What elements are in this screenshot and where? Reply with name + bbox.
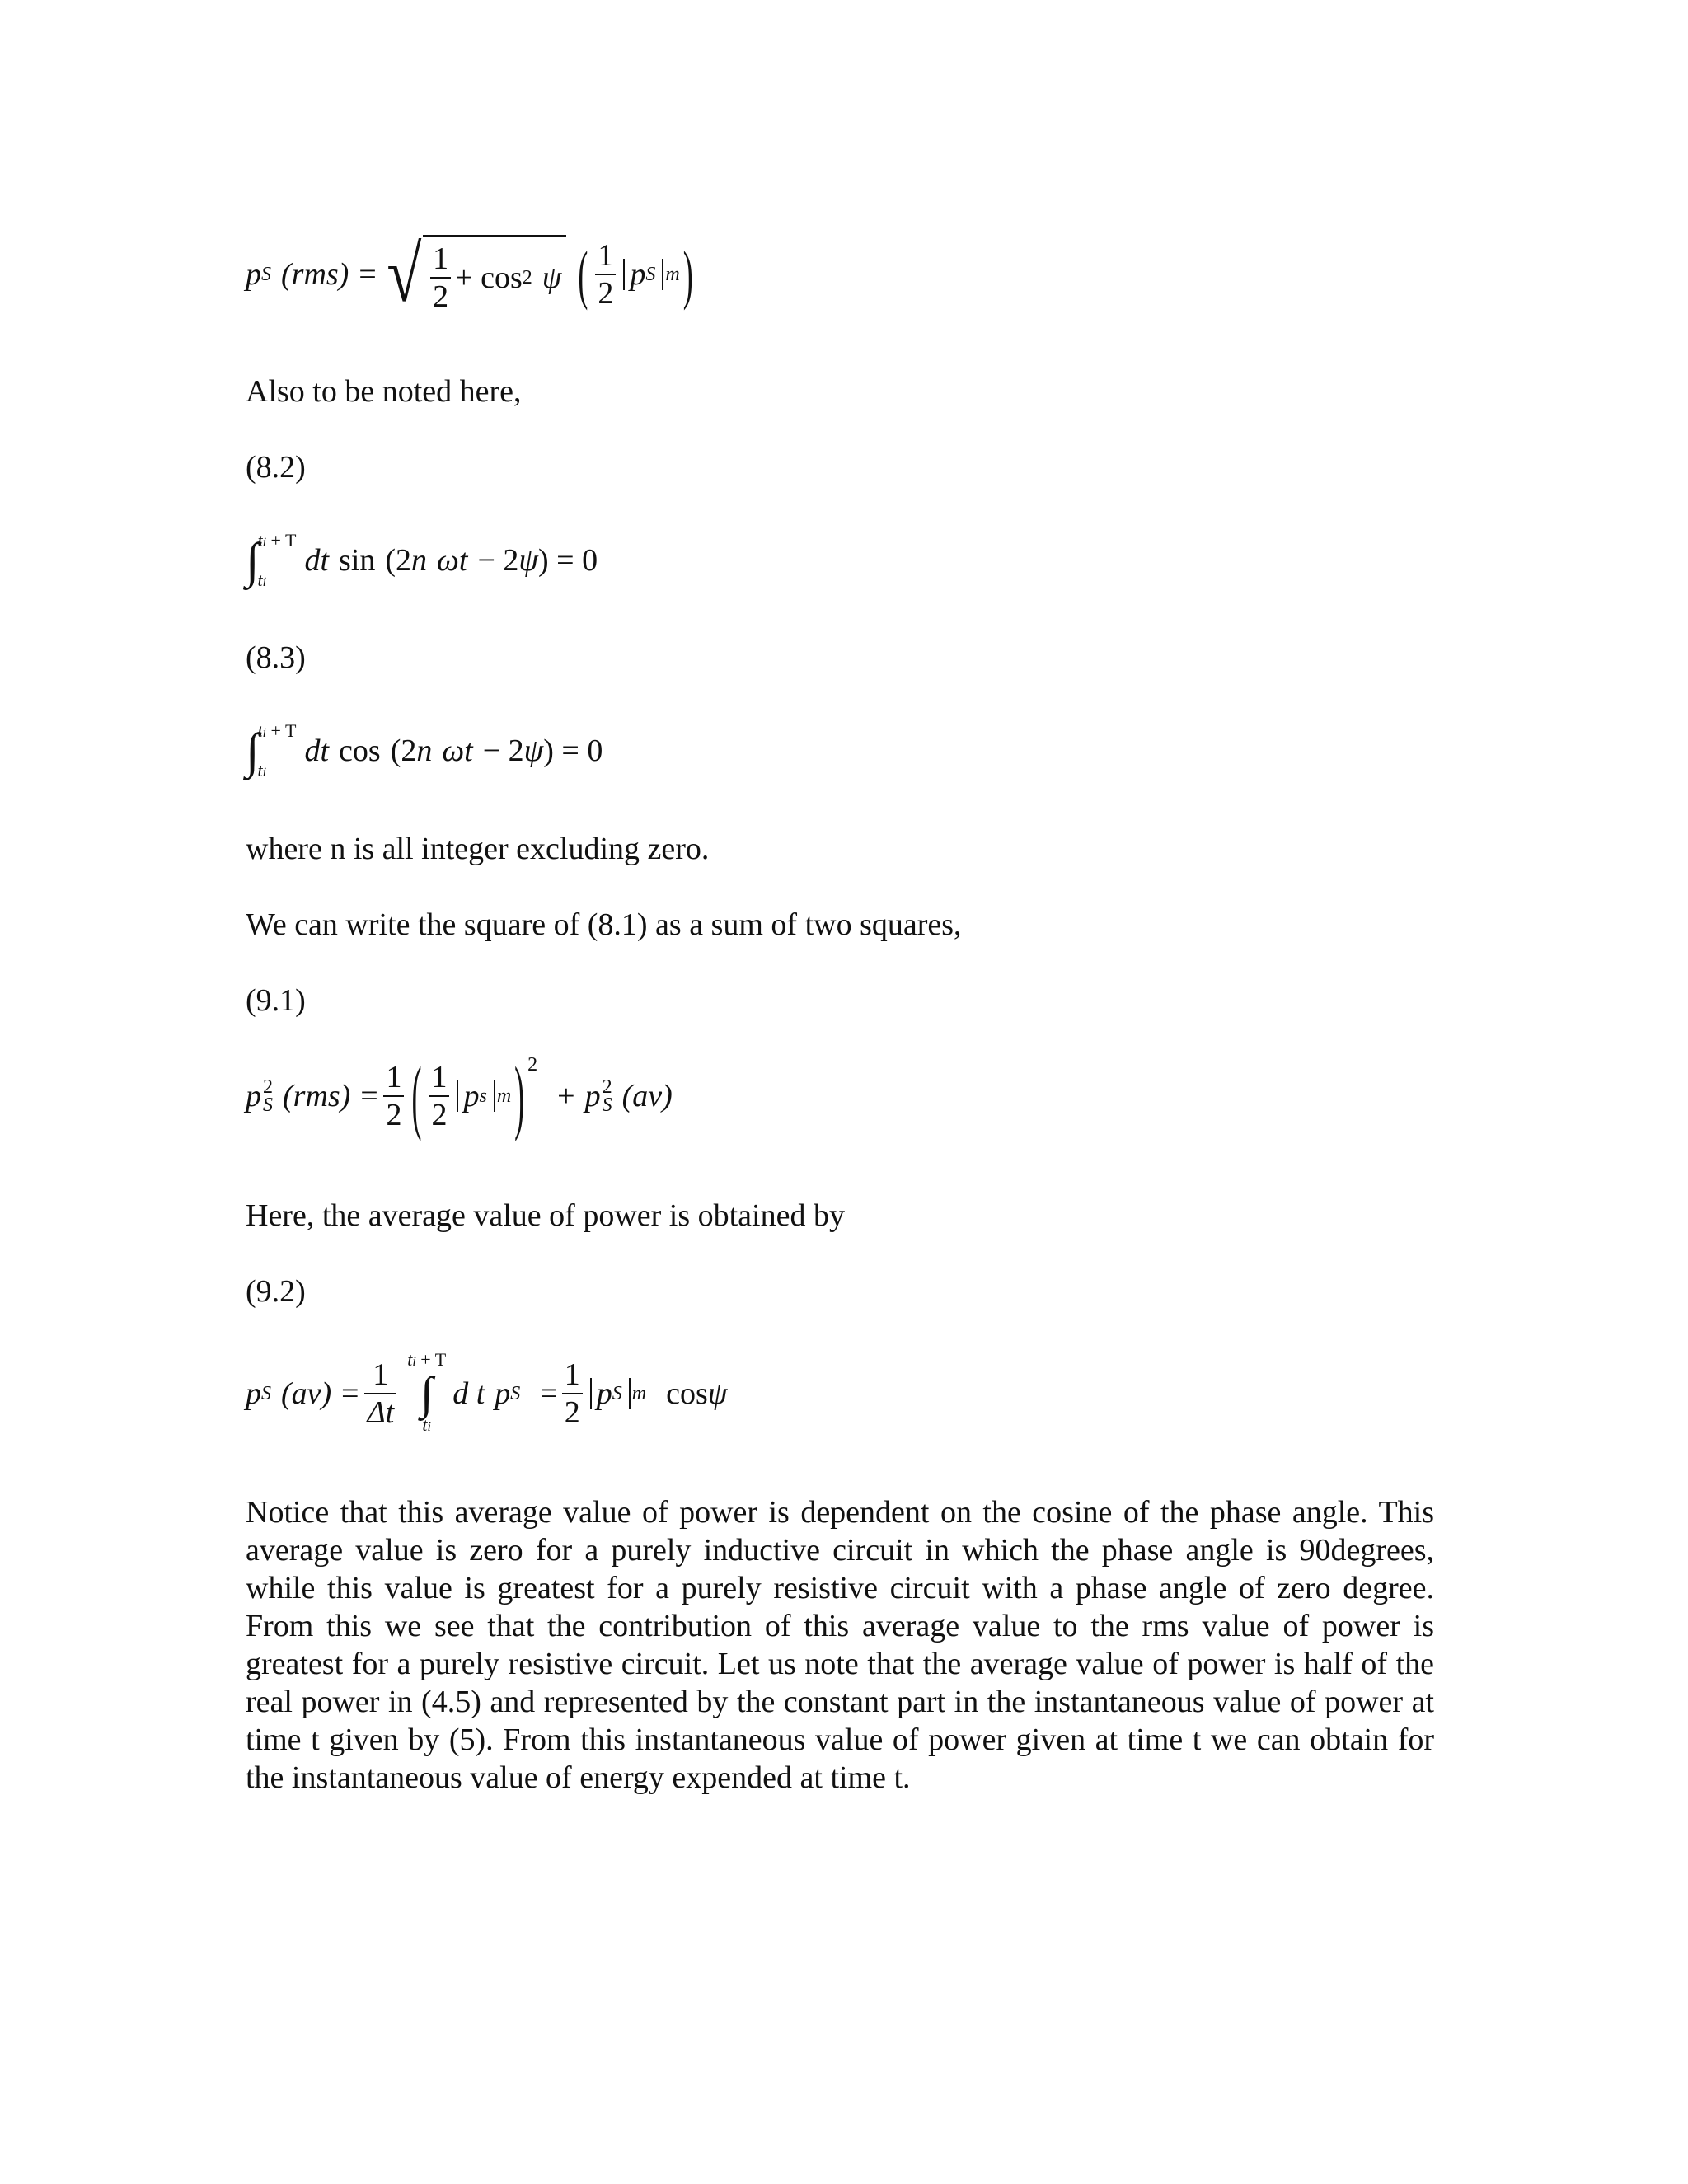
eq-function: cos [339,733,381,768]
fraction [595,240,616,309]
limit-subscript: i [262,536,267,550]
fraction [562,1359,583,1428]
text-also-noted: Also to be noted here, [246,374,522,409]
eq-term: ) = 0 [543,733,603,768]
eq-symbol: p [495,1376,511,1411]
square-root [382,230,566,318]
eq-term: − 2 [482,733,524,768]
radical-sign: √ [387,230,422,318]
fraction [430,243,451,312]
abs-bar [629,1378,631,1409]
upper-limit-tail: + T [266,720,297,741]
fraction [383,1062,404,1131]
integral-sign: ∫ [420,1368,434,1419]
eq-exponent: 2 [528,1054,538,1076]
eq-symbol: ψ [707,1376,728,1411]
eq-symbol: ψ [523,733,544,768]
denominator: 2 [431,1098,448,1132]
eq-subscript: m [631,1383,647,1404]
eq-differential: dt [304,543,330,578]
fraction [364,1359,396,1428]
eq-subscript: S [645,264,656,285]
eq-symbol: ψ [518,543,538,578]
integral-sign: ∫ [246,724,260,778]
paren-close: ) [682,238,693,311]
eq-subscript: m [665,264,680,285]
eq-argument: (av) [621,1079,673,1113]
eq-term: − 2 [477,543,519,578]
equation-8-2 [246,532,598,589]
paren-close: ) [514,1050,525,1142]
numerator: 1 [386,1060,402,1094]
lower-limit: t [257,569,263,590]
upper-limit: t [257,530,263,551]
denominator: 2 [386,1098,402,1132]
eq-term: (2 [385,543,412,578]
eq-argument: (rms) = [283,1079,380,1113]
upper-limit: t [257,720,263,741]
equation-label-8-3: (8.3) [246,640,306,675]
eq-differential: dt [304,733,330,768]
eq-exponent: 2 [522,267,532,288]
eq-differential: d t [452,1376,485,1411]
integral-limits [257,532,296,589]
eq-subscript: m [496,1085,512,1107]
eq-operator: + [557,1079,575,1113]
abs-bar [457,1080,458,1112]
limit-subscript: i [262,766,267,780]
integral-sign: ∫ [246,533,260,588]
text-average-obtained: Here, the average value of power is obtained by [246,1198,845,1233]
eq-term: (2 [390,733,417,768]
limit-subscript: i [262,575,267,589]
abs-bar [662,259,663,290]
eq-symbol: p [596,1376,612,1411]
paren-open: ( [411,1050,422,1142]
eq-function: cos [666,1376,708,1411]
denominator: 2 [564,1395,580,1430]
equation-9-2 [246,1350,727,1437]
lower-limit: t [257,760,263,780]
eq-symbol: ωt [442,733,473,768]
equation-8-3 [246,722,603,780]
eq-symbol: n [411,543,428,578]
eq-term: ) = 0 [537,543,598,578]
eq-subscript: S [263,1094,273,1116]
eq-operator: = [540,1376,558,1411]
limit-subscript: i [262,726,267,740]
upper-limit-tail: + T [266,530,297,551]
eq-symbol: ωt [437,543,468,578]
eq-symbol: n [416,733,433,768]
lower-limit: t [422,1414,428,1435]
eq-exponent: 2 [263,1076,273,1098]
numerator: 1 [431,1060,448,1094]
eq-symbol: p [630,257,646,292]
eq-subscript: S [261,264,271,285]
upper-limit-tail: + T [415,1349,447,1370]
equation-label-9-1: (9.1) [246,983,306,1018]
integral [246,532,296,589]
denominator: 2 [433,279,449,314]
text-where-n: where n is all integer excluding zero. [246,832,710,866]
eq-symbol: p [246,1079,261,1113]
numerator: 1 [564,1357,580,1392]
eq-term: + cos [455,260,523,295]
eq-symbol: p [584,1079,601,1113]
eq-sup-sub [603,1078,612,1114]
limit-subscript: i [412,1355,416,1369]
eq-function: sin [339,543,376,578]
eq-exponent: 2 [602,1076,612,1098]
abs-bar [494,1080,495,1112]
eq-subscript: S [612,1383,622,1404]
eq-subscript: S [602,1094,612,1116]
abs-bar [623,259,625,290]
limit-subscript: i [427,1420,431,1434]
integral [246,722,296,780]
eq-subscript: S [261,1383,271,1404]
paragraph-notice-average: Notice that this average value of power is dependent on the cosine of the phase angle. This average value is zero for a purely inductive circuit in which the phase angle is 90degrees, while this value is greatest for a purely resistive circuit with a phase angle of zero degree. From this we see that the contribution of this average value to the rms value of power is greatest for a purely resistive circuit. Let us note that the average value of power is half of the real power in (4.5) and represented by the constant part in the instantaneous value of power at time t given by (5). From this instantaneous value of power given at time t we can obtain for the instantaneous value of energy expended at time t. [246,1495,1434,1795]
paren-open: ( [578,238,588,311]
upper-limit: t [407,1349,413,1370]
denominator: 2 [598,276,614,311]
abs-bar [590,1378,592,1409]
integral [407,1350,446,1437]
integral-limits [257,722,296,780]
eq-subscript: S [510,1383,521,1404]
numerator: 1 [373,1357,389,1392]
eq-symbol: p [246,1376,261,1411]
eq-symbol: p [246,257,261,292]
equation-8-1-rms [246,230,696,318]
eq-argument: (av) = [281,1376,361,1411]
eq-sup-sub [263,1078,273,1114]
fraction [429,1062,449,1131]
equation-label-9-2: (9.2) [246,1274,306,1309]
equation-9-1 [246,1050,673,1142]
numerator: 1 [433,241,449,276]
eq-symbol: p [463,1079,480,1113]
denominator: Δt [367,1395,395,1430]
eq-symbol: ψ [542,260,562,295]
eq-subscript: s [479,1085,487,1107]
text-square-sum: We can write the square of (8.1) as a sum of two squares, [246,907,962,942]
eq-argument: (rms) = [281,257,378,292]
equation-label-8-2: (8.2) [246,450,306,485]
numerator: 1 [598,238,614,273]
